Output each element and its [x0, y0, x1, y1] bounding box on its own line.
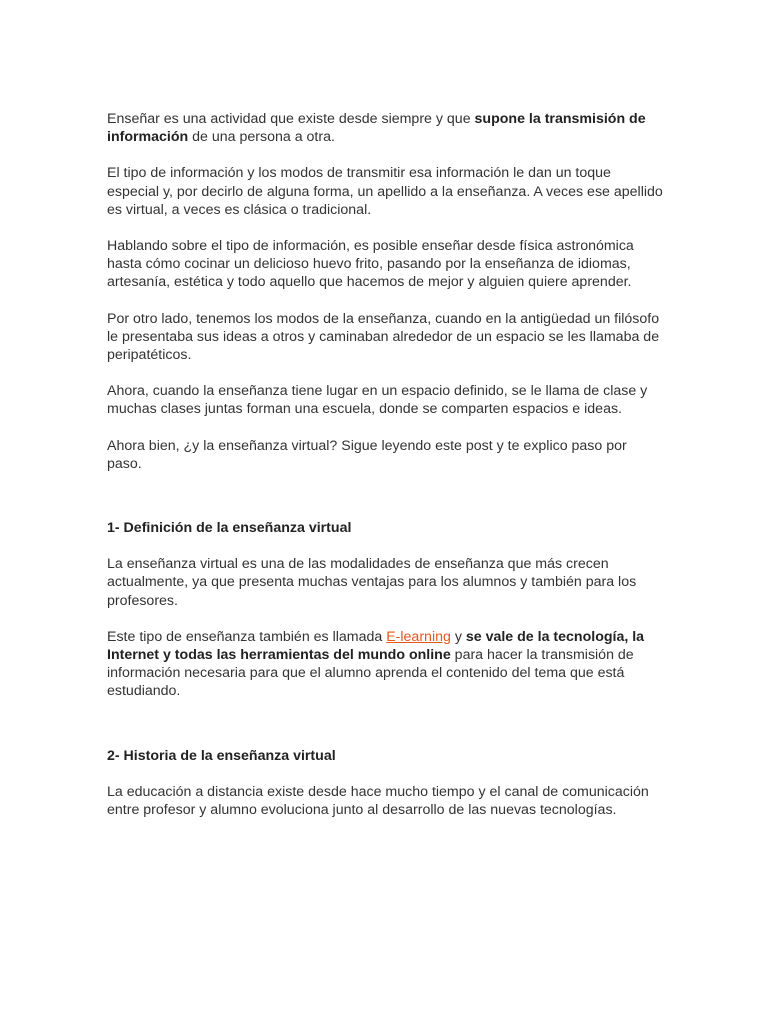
section-1-text-2: y: [450, 628, 466, 645]
section-1-paragraph-2: [107, 628, 663, 701]
section-1-heading: 1- Definición de la enseñanza virtual: [107, 520, 352, 537]
intro-text-1: Enseñar es una actividad que existe desde siempre y que: [107, 111, 475, 127]
section-1-paragraph-1: La enseñanza virtual es una de las modalidades de enseñanza que más crecen actualmente, ya que presenta muchas ventajas para los alumnos y también para los profesores.: [107, 556, 637, 609]
intro-bold-text: supone la transmisión de información: [107, 111, 646, 146]
paragraph-hablando: Hablando sobre el tipo de información, es posible enseñar desde física astronómica hasta cómo cocinar un delicioso huevo frito, pasando por la enseñanza de idiomas, artesanía, estética y todo aquello que hacemos de mejor y alguien quiere aprender.: [107, 238, 634, 291]
section-2-paragraph-1: La educación a distancia existe desde hace mucho tiempo y el canal de comunicación entre profesor y alumno evoluciona junto al desarrollo de las nuevas tecnologías.: [107, 783, 649, 819]
paragraph-otro-lado: Por otro lado, tenemos los modos de la enseñanza, cuando en la antigüedad un filósofo le presentaba sus ideas a otros y caminaban alrededor de un espacio se les llamaba de peripatéticos.: [107, 310, 660, 364]
paragraph-ahora: Ahora, cuando la enseñanza tiene lugar en un espacio definido, se le llama de clase y muchas clases juntas forman una escuela, donde se comparten espacios e ideas.: [107, 383, 648, 418]
section-2-heading: 2- Historia de la enseñanza virtual: [107, 747, 336, 764]
intro-text-2: de una persona a otra.: [188, 129, 335, 146]
e-learning-link[interactable]: E-learning: [386, 628, 451, 645]
section-spacer: [107, 491, 663, 519]
section-1-bold-text: se vale de la tecnología, la Internet y todas las herramientas del mundo online: [107, 628, 645, 664]
paragraph-ahora-bien: Ahora bien, ¿y la enseñanza virtual? Sigue leyendo este post y te explico paso por paso.: [107, 437, 627, 472]
intro-paragraph: [107, 110, 663, 146]
section-1-text-1: Este tipo de enseñanza también es llamada: [107, 628, 387, 645]
paragraph-tipo-informacion: El tipo de información y los modos de transmitir esa información le dan un toque especial y, por decirlo de alguna forma, un apellido a la enseñanza. A veces ese apellido es virtual, a veces es clásica o tradicional.: [107, 165, 663, 218]
section-spacer: [107, 719, 663, 747]
document-body: [107, 110, 663, 837]
section-1-text-3: para hacer la transmisión de información necesaria para que el alumno aprenda el contenido del tema que está estudiando.: [107, 647, 634, 700]
